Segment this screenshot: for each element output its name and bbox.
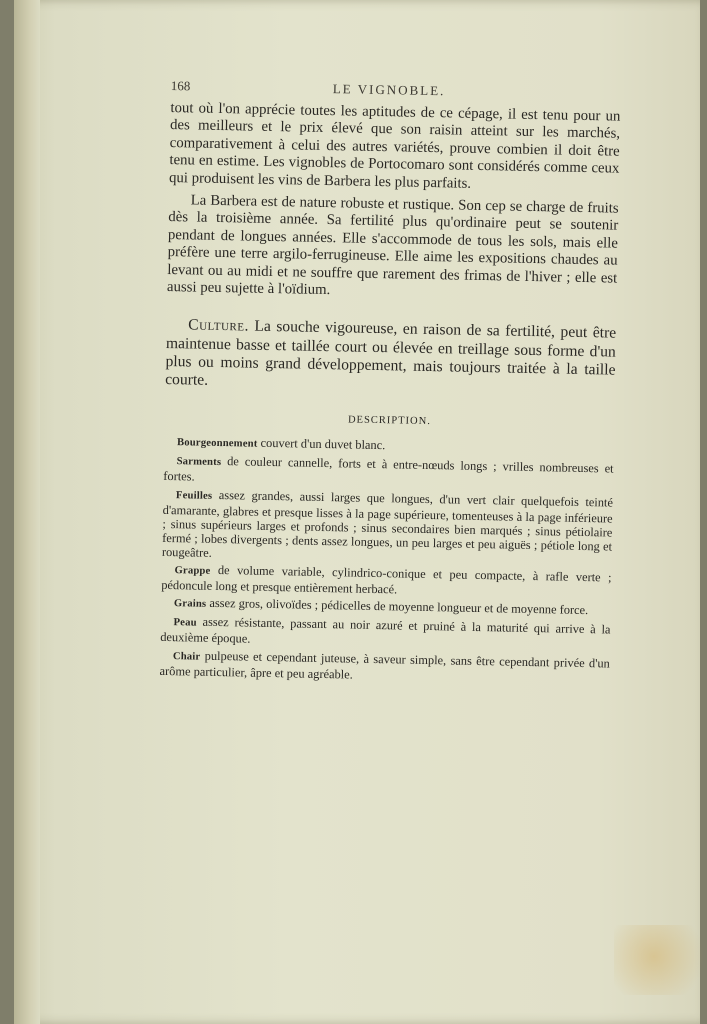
description-text: assez gros, olivoïdes ; pédicelles de moyenne longueur et de moyenne force.: [206, 595, 589, 618]
description-term: Bourgeonnement: [176, 437, 258, 451]
running-title: LE VIGNOBLE.: [332, 81, 446, 99]
page-binding: [14, 0, 40, 1024]
description-text: pulpeuse et cependant juteuse, à saveur simple, sans être cependant privée d'un arôme particulier, âpre et peu agréable.: [159, 648, 610, 682]
book-page: [14, 0, 700, 1024]
culture-label: Culture.: [188, 316, 250, 336]
description-item: [162, 486, 613, 567]
description-term: Grappe: [174, 565, 211, 577]
description-item: [163, 453, 613, 492]
description-term: Sarments: [176, 456, 222, 469]
paragraph-2: La Barbera est de nature robuste et rustique. Son cep se charge de fruits dès la troisième année. Sa fertilité plus qu'ordinaire peut se soutenir pendant de longues années. Elle s'accommode de tous les sols, mais elle préfère une terre argilo-ferrugineuse. Elle aime les expositions chaudes au levant ou au midi et ne souffre que rarement des frimas de l'hiver ; elle est aussi peu sujette à l'oïdium.: [166, 192, 619, 299]
description-item: [159, 647, 609, 686]
description-text: de volume variable, cylindrico-conique et peu compacte, à rafle verte ; pédoncule long et presque entièrement herbacé.: [161, 562, 612, 597]
description-text: de couleur cannelle, forts et à entre-nœuds longs ; vrilles nombreuses et fortes.: [163, 454, 614, 484]
description-term: Feuilles: [175, 489, 213, 502]
description-term: Grains: [173, 598, 207, 610]
description-title: DESCRIPTION.: [347, 414, 431, 428]
page-number: 168: [170, 78, 191, 94]
body-text: [165, 100, 620, 398]
paragraph-1: tout où l'on apprécie toutes les aptitudes de ce cépage, il est tenu pour un des meilleurs et le prix élevé que son raisin atteint sur les marchés, comparativement à celui des autres variétés, prouve combien il doit être tenu en estime. Les vignobles de Portocomaro sont considérés comme ceux qui produisent les vins de Barbera les plus parfaits.: [168, 99, 621, 192]
description-text: assez résistante, passant au noir azuré et pruiné à la maturité qui arrive à la deuxième époque.: [160, 614, 611, 647]
running-header: [171, 78, 621, 103]
description-item: [161, 562, 611, 601]
description-term: Peau: [173, 617, 197, 629]
description-text: assez grandes, aussi larges que longues, d'un vert clair quelquefois teinté d'amarante, glabres et presque lisses à la page supérieure, tomenteuses à la page inférieure ; sinus supérieurs larges et profonds ; sinus secondaires bien marqués ; sinus pétiolaire fermé ; lobes divergents ; dents assez longues, un peu larges et peu aiguës ; pétiole long et rougeâtre.: [161, 487, 614, 560]
page-stain: [614, 925, 707, 995]
description-list: [159, 434, 614, 686]
description-term: Chair: [172, 650, 201, 663]
page-text: [159, 78, 620, 686]
description-item: [160, 614, 610, 653]
description-text: couvert d'un duvet blanc.: [257, 436, 386, 453]
culture-text: La souche vigoureuse, en raison de sa fertilité, peut être maintenue basse et taillée court ou élevée en treillage sous forme d'un plus ou moins grand développement, mais toujours traitée à la taille courte.: [165, 318, 617, 389]
culture-paragraph: [165, 316, 616, 397]
